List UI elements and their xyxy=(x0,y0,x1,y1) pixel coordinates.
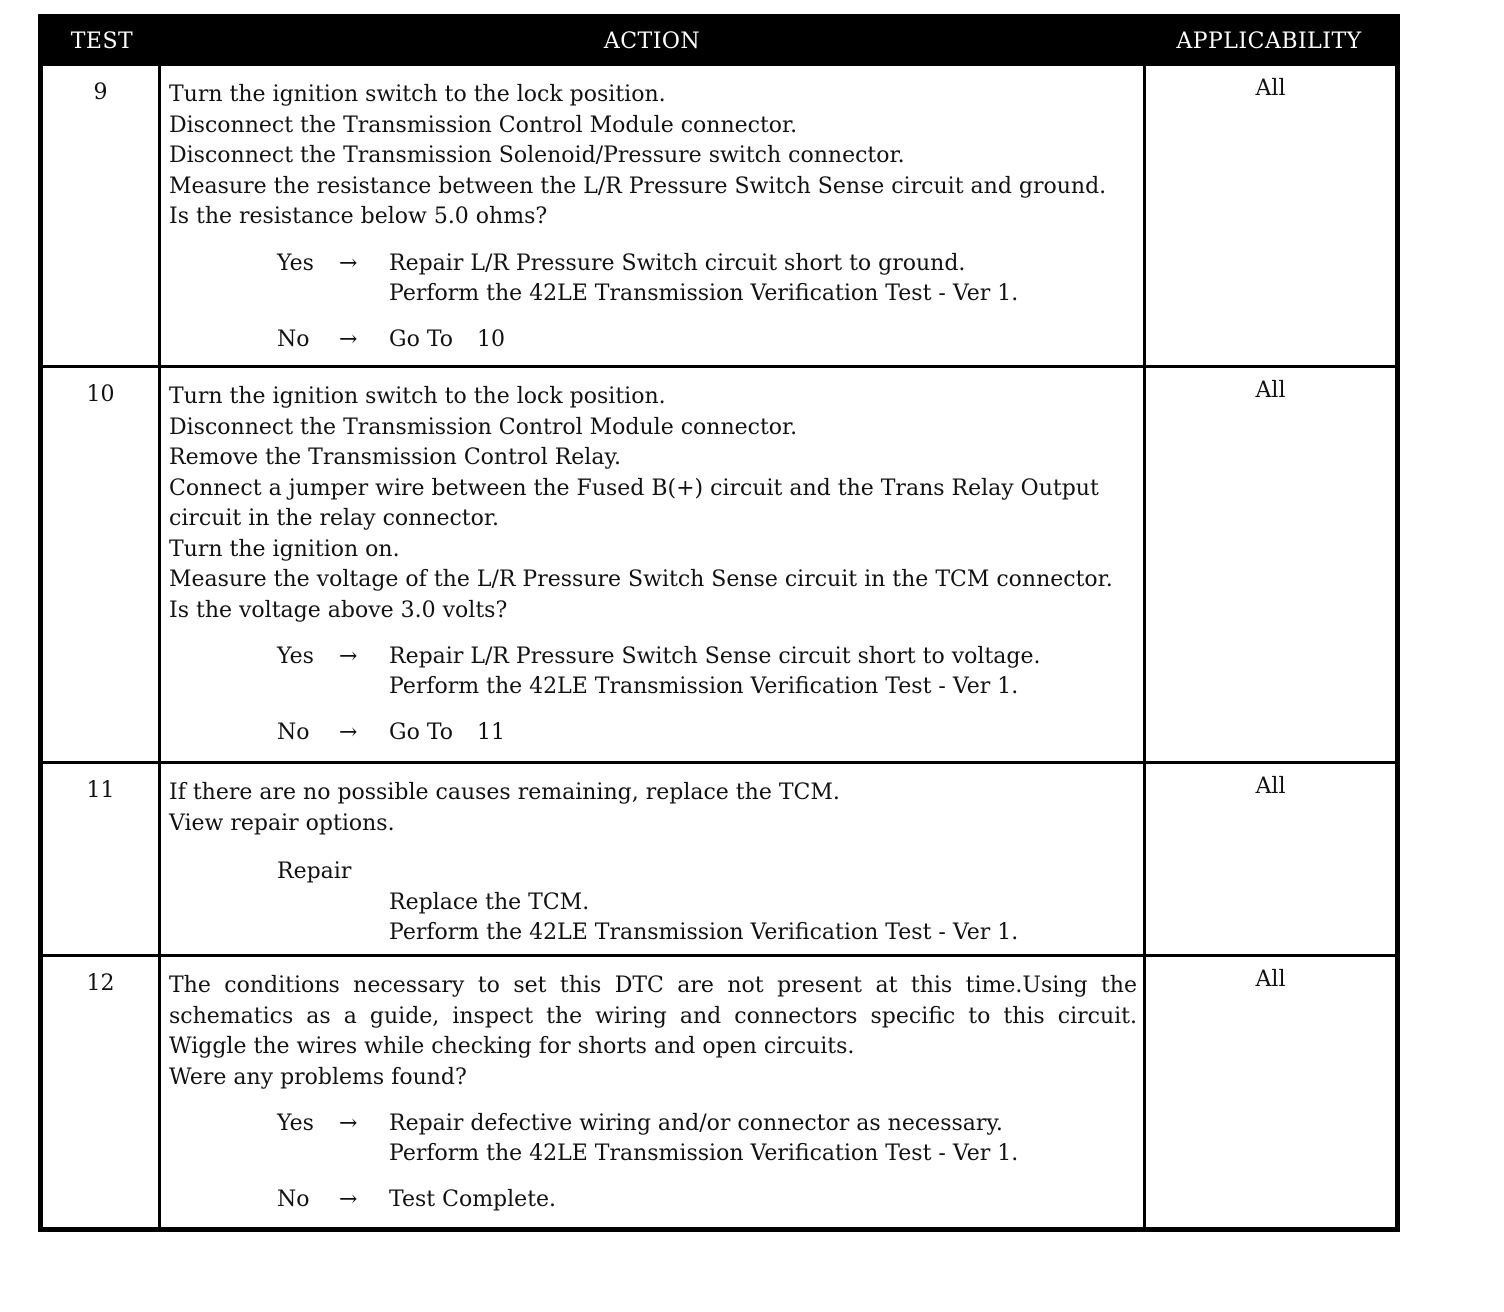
action-step: Turn the ignition switch to the lock position. xyxy=(169,384,666,409)
table-row xyxy=(43,365,1395,761)
arrow-right-icon: → xyxy=(339,1187,358,1212)
action-step: If there are no possible causes remaining, replace the TCM. xyxy=(169,780,840,805)
no-branch xyxy=(277,325,1137,356)
result-line: Perform the 42LE Transmission Verification Test - Ver 1. xyxy=(389,1141,1019,1166)
repair-step: Perform the 42LE Transmission Verification Test - Ver 1. xyxy=(389,920,1019,945)
header-test: TEST xyxy=(70,28,134,54)
yes-branch xyxy=(277,642,1137,702)
yes-result xyxy=(389,642,1040,702)
yes-branch xyxy=(277,249,1137,309)
arrow-right-icon: → xyxy=(339,1111,358,1136)
goto-link[interactable]: 10 xyxy=(477,326,506,352)
action-cell xyxy=(161,368,1143,761)
test-number: 10 xyxy=(43,368,161,761)
table-header xyxy=(43,19,1395,63)
action-step: Disconnect the Transmission Solenoid/Pressure switch connector. xyxy=(169,143,905,168)
action-step: Remove the Transmission Control Relay. xyxy=(169,445,621,470)
action-paragraph: The conditions necessary to set this DTC are not present at this time.Using the schematics as a guide, inspect the wiring and connectors specific to this circuit. Wiggle the wires while checking for shorts and open circuits. xyxy=(169,973,1137,1059)
goto-text: Go To xyxy=(389,326,454,352)
arrow-right-icon: → xyxy=(339,644,358,669)
repair-step: Replace the TCM. xyxy=(389,889,590,915)
action-step: View repair options. xyxy=(169,810,395,836)
yes-branch xyxy=(277,1109,1137,1169)
goto-link[interactable]: 11 xyxy=(477,720,506,745)
table-row xyxy=(43,63,1395,365)
no-branch xyxy=(277,1185,1137,1216)
action-cell xyxy=(161,764,1143,954)
action-step: Connect a jumper wire between the Fused B(+) circuit and the Trans Relay Output circuit in the relay connector. xyxy=(169,475,1099,531)
repair-label: Repair xyxy=(277,859,352,884)
applicability-cell: All xyxy=(1143,66,1395,365)
yes-result xyxy=(389,1109,1018,1169)
table-row xyxy=(43,761,1395,954)
yes-label: Yes xyxy=(277,250,314,276)
action-question: Is the resistance below 5.0 ohms? xyxy=(169,204,548,229)
action-step: Measure the resistance between the L/R Pressure Switch Sense circuit and ground. xyxy=(169,173,1107,199)
no-branch xyxy=(277,718,1137,749)
result-line: Repair defective wiring and/or connector as necessary. xyxy=(389,1111,1003,1136)
result-line: Repair L/R Pressure Switch circuit short to ground. xyxy=(389,250,966,276)
yes-label: Yes xyxy=(277,1111,314,1136)
applicability-cell: All xyxy=(1143,957,1395,1227)
action-question: Were any problems found? xyxy=(169,1064,467,1090)
action-step: Disconnect the Transmission Control Module connector. xyxy=(169,414,798,440)
no-result xyxy=(389,718,505,749)
arrow-right-icon: → xyxy=(339,720,358,745)
result-line: Perform the 42LE Transmission Verification Test - Ver 1. xyxy=(389,674,1019,699)
action-step: Measure the voltage of the L/R Pressure Switch Sense circuit in the TCM connector. xyxy=(169,567,1113,592)
result-line: Repair L/R Pressure Switch Sense circuit short to voltage. xyxy=(389,644,1041,669)
result-line: Perform the 42LE Transmission Verification Test - Ver 1. xyxy=(389,280,1019,306)
action-step: Turn the ignition switch to the lock position. xyxy=(169,82,666,107)
test-number: 9 xyxy=(43,66,161,365)
arrow-right-icon: → xyxy=(339,326,358,352)
no-label: No xyxy=(277,326,310,352)
no-label: No xyxy=(277,720,310,745)
header-applicability: APPLICABILITY xyxy=(1176,28,1362,54)
header-action: ACTION xyxy=(603,28,701,54)
arrow-right-icon: → xyxy=(339,250,358,276)
applicability-cell: All xyxy=(1143,368,1395,761)
goto-text: Go To xyxy=(389,720,454,745)
action-step: Turn the ignition on. xyxy=(169,536,400,562)
action-step: Disconnect the Transmission Control Module connector. xyxy=(169,112,798,138)
action-cell xyxy=(161,957,1143,1227)
test-number: 12 xyxy=(43,957,161,1227)
no-result: Test Complete. xyxy=(389,1187,557,1212)
table-row xyxy=(43,954,1395,1227)
action-cell xyxy=(161,66,1143,365)
repair-steps xyxy=(389,888,1137,949)
action-question: Is the voltage above 3.0 volts? xyxy=(169,597,508,623)
yes-result xyxy=(389,249,1018,309)
test-number: 11 xyxy=(43,764,161,954)
applicability-cell: All xyxy=(1143,764,1395,954)
diagnostic-table xyxy=(38,14,1400,1232)
yes-label: Yes xyxy=(277,644,314,669)
no-result xyxy=(389,325,505,356)
no-label: No xyxy=(277,1187,310,1212)
